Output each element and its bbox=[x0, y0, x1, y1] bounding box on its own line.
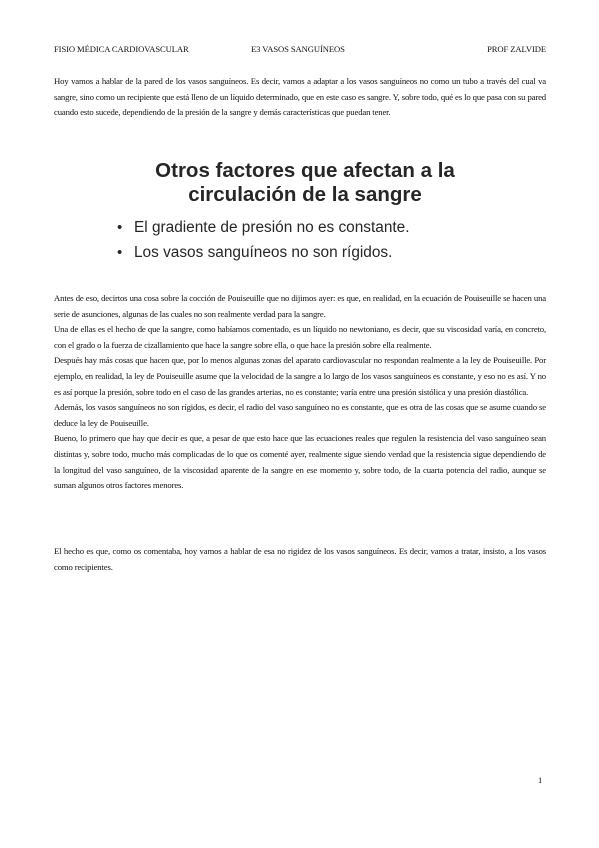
slide-bullet-text: Los vasos sanguíneos no son rígidos. bbox=[134, 244, 393, 261]
slide-bullet-item bbox=[117, 215, 507, 240]
slide-title-line-1: Otros factores que afectan a la bbox=[155, 159, 455, 182]
slide-bullet-list bbox=[117, 215, 507, 265]
header-professor: PROF ZALVIDE bbox=[487, 44, 546, 54]
page-number: 1 bbox=[538, 775, 543, 785]
bullet-icon: • bbox=[117, 219, 123, 236]
intro-paragraph: Hoy vamos a hablar de la pared de los vasos sanguíneos. Es decir, vamos a adaptar a los vasos sanguíneos no como un tubo a través del cual va sangre, sino como un recipiente que está lleno de un líquido determinado, que en este caso es sangre. Y, sobre todo, qué es lo que pasa con su pared cuando esto sucede, dependiendo de la presión de la sangre y demás características que puedan tener. bbox=[54, 76, 546, 118]
slide-bullet-text: El gradiente de presión no es constante. bbox=[134, 219, 410, 236]
body-section bbox=[54, 291, 546, 494]
bullet-icon: • bbox=[117, 244, 123, 261]
header-course-title: FISIO MÉDICA CARDIOVASCULAR bbox=[54, 44, 189, 54]
body-paragraph: Bueno, lo primero que hay que decir es que, a pesar de que esto hace que las ecuaciones reales que regulen la resistencia del vaso sanguíneo sean distintas y, sobre todo, mucho más complicadas de lo que os comenté ayer, realmente sigue siendo verdad que la resistencia sigue dependiendo de la longitud del vaso sanguíneo, de la viscosidad aparente de la sangre en ese momento y, sobre todo, de la cuarta potencia del radio, aunque se suman algunos otros factores menores. bbox=[54, 433, 546, 491]
body-paragraph: Una de ellas es el hecho de que la sangre, como habíamos comentado, es un líquido no newtoniano, es decir, que su viscosidad varía, en concreto, con el grado o la fuerza de cizallamiento que hace la sangre sobre ella, o que hace la presión sobre ella realmente. bbox=[54, 324, 546, 350]
slide-image bbox=[100, 155, 510, 275]
closing-paragraph: El hecho es que, como os comentaba, hoy vamos a hablar de esa no rigidez de los vasos sanguíneos. Es decir, vamos a tratar, insisto, a los vasos como recipientes. bbox=[54, 546, 546, 572]
body-paragraph: Después hay más cosas que hacen que, por lo menos algunas zonas del aparato cardiovascular no respondan realmente a la ley de Pouiseuille. Por ejemplo, en realidad, la ley de Pouiseuille asume que la velocidad de la sangre a lo largo de los vasos sanguíneos es constante, y eso no es así. Y no es así porque la presión, sobre todo en el caso de las grandes arterias, no es constante; varía entre una presión sistólica y una presión diastólica. bbox=[54, 355, 546, 397]
slide-title bbox=[100, 159, 510, 206]
slide-title-line-2: circulación de la sangre bbox=[188, 182, 422, 206]
header-topic: E3 VASOS SANGUÍNEOS bbox=[251, 44, 345, 54]
page-header bbox=[54, 44, 546, 56]
body-paragraph: Además, los vasos sanguíneos no son rígidos, es decir, el radio del vaso sanguíneo no es constante, que es otra de las cosas que se asume cuando se deduce la ley de Pouiseuille. bbox=[54, 402, 546, 428]
body-paragraph: Antes de eso, decirtos una cosa sobre la cocción de Pouiseuille que no dijimos ayer: es que, en realidad, en la ecuación de Pouiseuille se hacen una serie de asunciones, algunas de las cuales no son realmente verdad para la sangre. bbox=[54, 293, 546, 319]
slide-bullet-item bbox=[117, 240, 507, 265]
